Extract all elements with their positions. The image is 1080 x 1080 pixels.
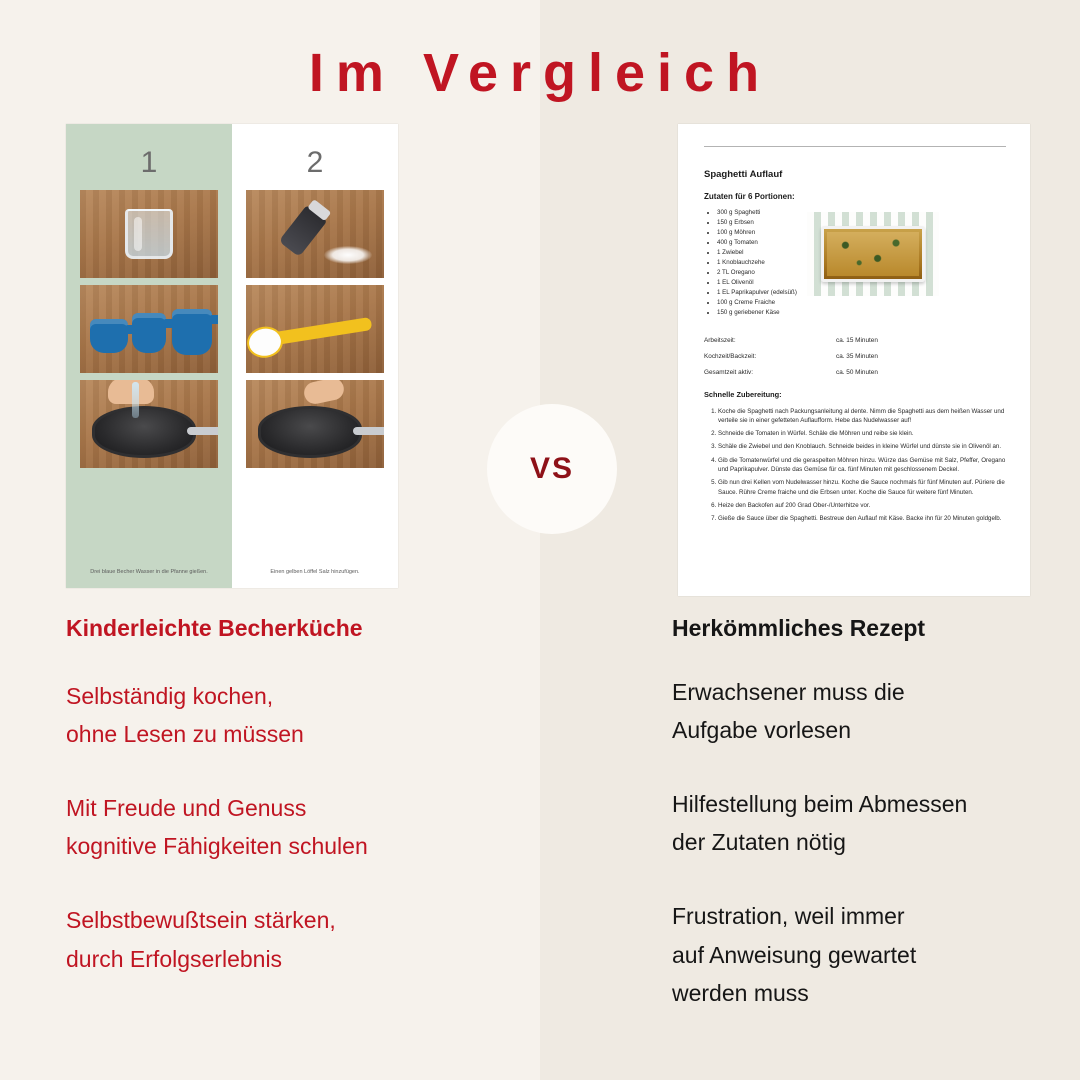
measuring-spoon-icon	[268, 317, 373, 346]
list-item: • 100 g Creme Fraiche	[717, 298, 797, 308]
photo-yellow-measuring-spoon	[246, 285, 384, 373]
list-item: • 2 TL Oregano	[717, 268, 797, 278]
step-1-caption: Drei blaue Becher Wasser in die Pfanne gießen.	[90, 569, 208, 576]
photo-blue-measuring-cups	[80, 285, 218, 373]
measuring-cup-icon	[90, 319, 128, 353]
measuring-cup-icon	[132, 313, 166, 353]
right-text-column	[672, 614, 1072, 1048]
right-drawback-3: Frustration, weil immer auf Anweisung gewartet werden muss	[672, 903, 917, 1006]
list-item: • 100 g Möhren	[717, 228, 797, 238]
left-benefit-2: Mit Freude und Genuss kognitive Fähigkeiten schulen	[66, 795, 368, 860]
measuring-cup-icon	[172, 309, 212, 355]
time-value: ca. 35 Minuten	[836, 352, 878, 360]
preparation-steps	[704, 407, 1006, 524]
list-item: 4. Gib die Tomatenwürfel und die geraspelten Möhren hinzu. Würze das Gemüse mit Salz, Pfeffer, Oregano und Paprikapulver. Dünste das Gemüse für ca. fünf Minuten mit geschlossenem Deckel.	[718, 456, 1006, 475]
ingredients-heading: Zutaten für 6 Portionen:	[704, 192, 795, 201]
photo-pouring-water-into-pan	[80, 380, 218, 468]
time-row	[704, 337, 1006, 344]
time-row	[704, 353, 1006, 360]
photo-adding-salt-to-pan	[246, 380, 384, 468]
list-item: 6. Heize den Backofen auf 200 Grad Ober-/Unterhitze vor.	[718, 501, 1006, 510]
recipe-times	[704, 337, 1006, 376]
step-2-caption: Einen gelben Löffel Salz hinzufügen.	[270, 569, 360, 576]
left-column-heading: Kinderleichte Becherküche	[66, 615, 363, 641]
right-column-heading: Herkömmliches Rezept	[672, 615, 926, 641]
recipe-body	[704, 208, 1006, 319]
glass-icon	[125, 209, 173, 259]
page-title: Im Vergleich	[308, 43, 772, 103]
left-benefit-1: Selbständig kochen, ohne Lesen zu müssen	[66, 682, 304, 747]
recipe-title: Spaghetti Auflauf	[704, 169, 783, 180]
list-item: • 400 g Tomaten	[717, 238, 797, 248]
left-benefit-3: Selbstbewußtsein stärken, durch Erfolgserlebnis	[66, 907, 336, 972]
book-page-step-2	[232, 124, 398, 588]
list-item: 5. Gib nun drei Kellen vom Nudelwasser hinzu. Koche die Sauce nochmals für fünf Minuten auf. Püriere die Sauce. Rühre Creme fraiche und die Erbsen unter. Koche die Sauce für weitere fünf Minuten.	[718, 478, 1006, 497]
time-row	[704, 369, 1006, 376]
classic-recipe-sheet	[678, 124, 1030, 596]
hand-icon	[302, 380, 346, 406]
left-text-column	[66, 614, 496, 1014]
list-item: • 150 g Erbsen	[717, 218, 797, 228]
time-label: Arbeitszeit:	[704, 336, 736, 344]
step-number-1: 1	[140, 146, 158, 179]
list-item: • 1 EL Olivenöl	[717, 278, 797, 288]
list-item: • 1 Zwiebel	[717, 248, 797, 258]
hand-icon	[108, 380, 154, 404]
divider	[704, 146, 1006, 147]
preparation-heading: Schnelle Zubereitung:	[704, 389, 782, 399]
list-item: • 300 g Spaghetti	[717, 208, 797, 218]
photo-glass-of-water	[80, 190, 218, 278]
time-label: Kochzeit/Backzeit:	[704, 352, 757, 360]
versus-label: VS	[529, 452, 575, 485]
step-number-2: 2	[306, 146, 324, 179]
list-item: 2. Schneide die Tomaten in Würfel. Schäle die Möhren und reibe sie klein.	[718, 429, 1006, 438]
time-label: Gesamtzeit aktiv:	[704, 368, 754, 376]
photo-salt-shaker	[246, 190, 384, 278]
time-value: ca. 15 Minuten	[836, 336, 878, 344]
time-value: ca. 50 Minuten	[836, 368, 878, 376]
book-page-step-1	[66, 124, 232, 588]
list-item: • 150 g geriebener Käse	[717, 308, 797, 318]
recipe-photo	[807, 212, 939, 296]
list-item: • 1 EL Paprikapulver (edelsüß)	[717, 288, 797, 298]
versus-badge	[487, 404, 617, 534]
step-1-photo-strip	[74, 190, 224, 468]
pan-icon	[92, 406, 196, 458]
water-stream-icon	[132, 382, 139, 418]
right-drawback-2: Hilfestellung beim Abmessen der Zutaten nötig	[672, 791, 968, 856]
salt-shaker-icon	[279, 205, 328, 257]
right-drawback-1: Erwachsener muss die Aufgabe vorlesen	[672, 678, 905, 743]
list-item: 7. Gieße die Sauce über die Spaghetti. Bestreue den Auflauf mit Käse. Backe ihn für 20 Minuten goldgelb.	[718, 514, 1006, 523]
list-item: • 1 Knoblauchzehe	[717, 258, 797, 268]
pan-icon	[258, 406, 362, 458]
becherkueche-book-spread	[66, 124, 398, 588]
salt-pile-icon	[324, 246, 372, 264]
list-item: 3. Schäle die Zwiebel und den Knoblauch. Schneide beides in kleine Würfel und dünste sie in Olivenöl an.	[718, 442, 1006, 451]
step-2-photo-strip	[240, 190, 390, 468]
list-item: 1. Koche die Spaghetti nach Packungsanleitung al dente. Nimm die Spaghetti aus dem heißen Wasser und verteile sie in einer gefetteten Auflaufform. Hebe das Nudelwasser auf!	[718, 407, 1006, 426]
ingredient-list	[704, 208, 797, 319]
